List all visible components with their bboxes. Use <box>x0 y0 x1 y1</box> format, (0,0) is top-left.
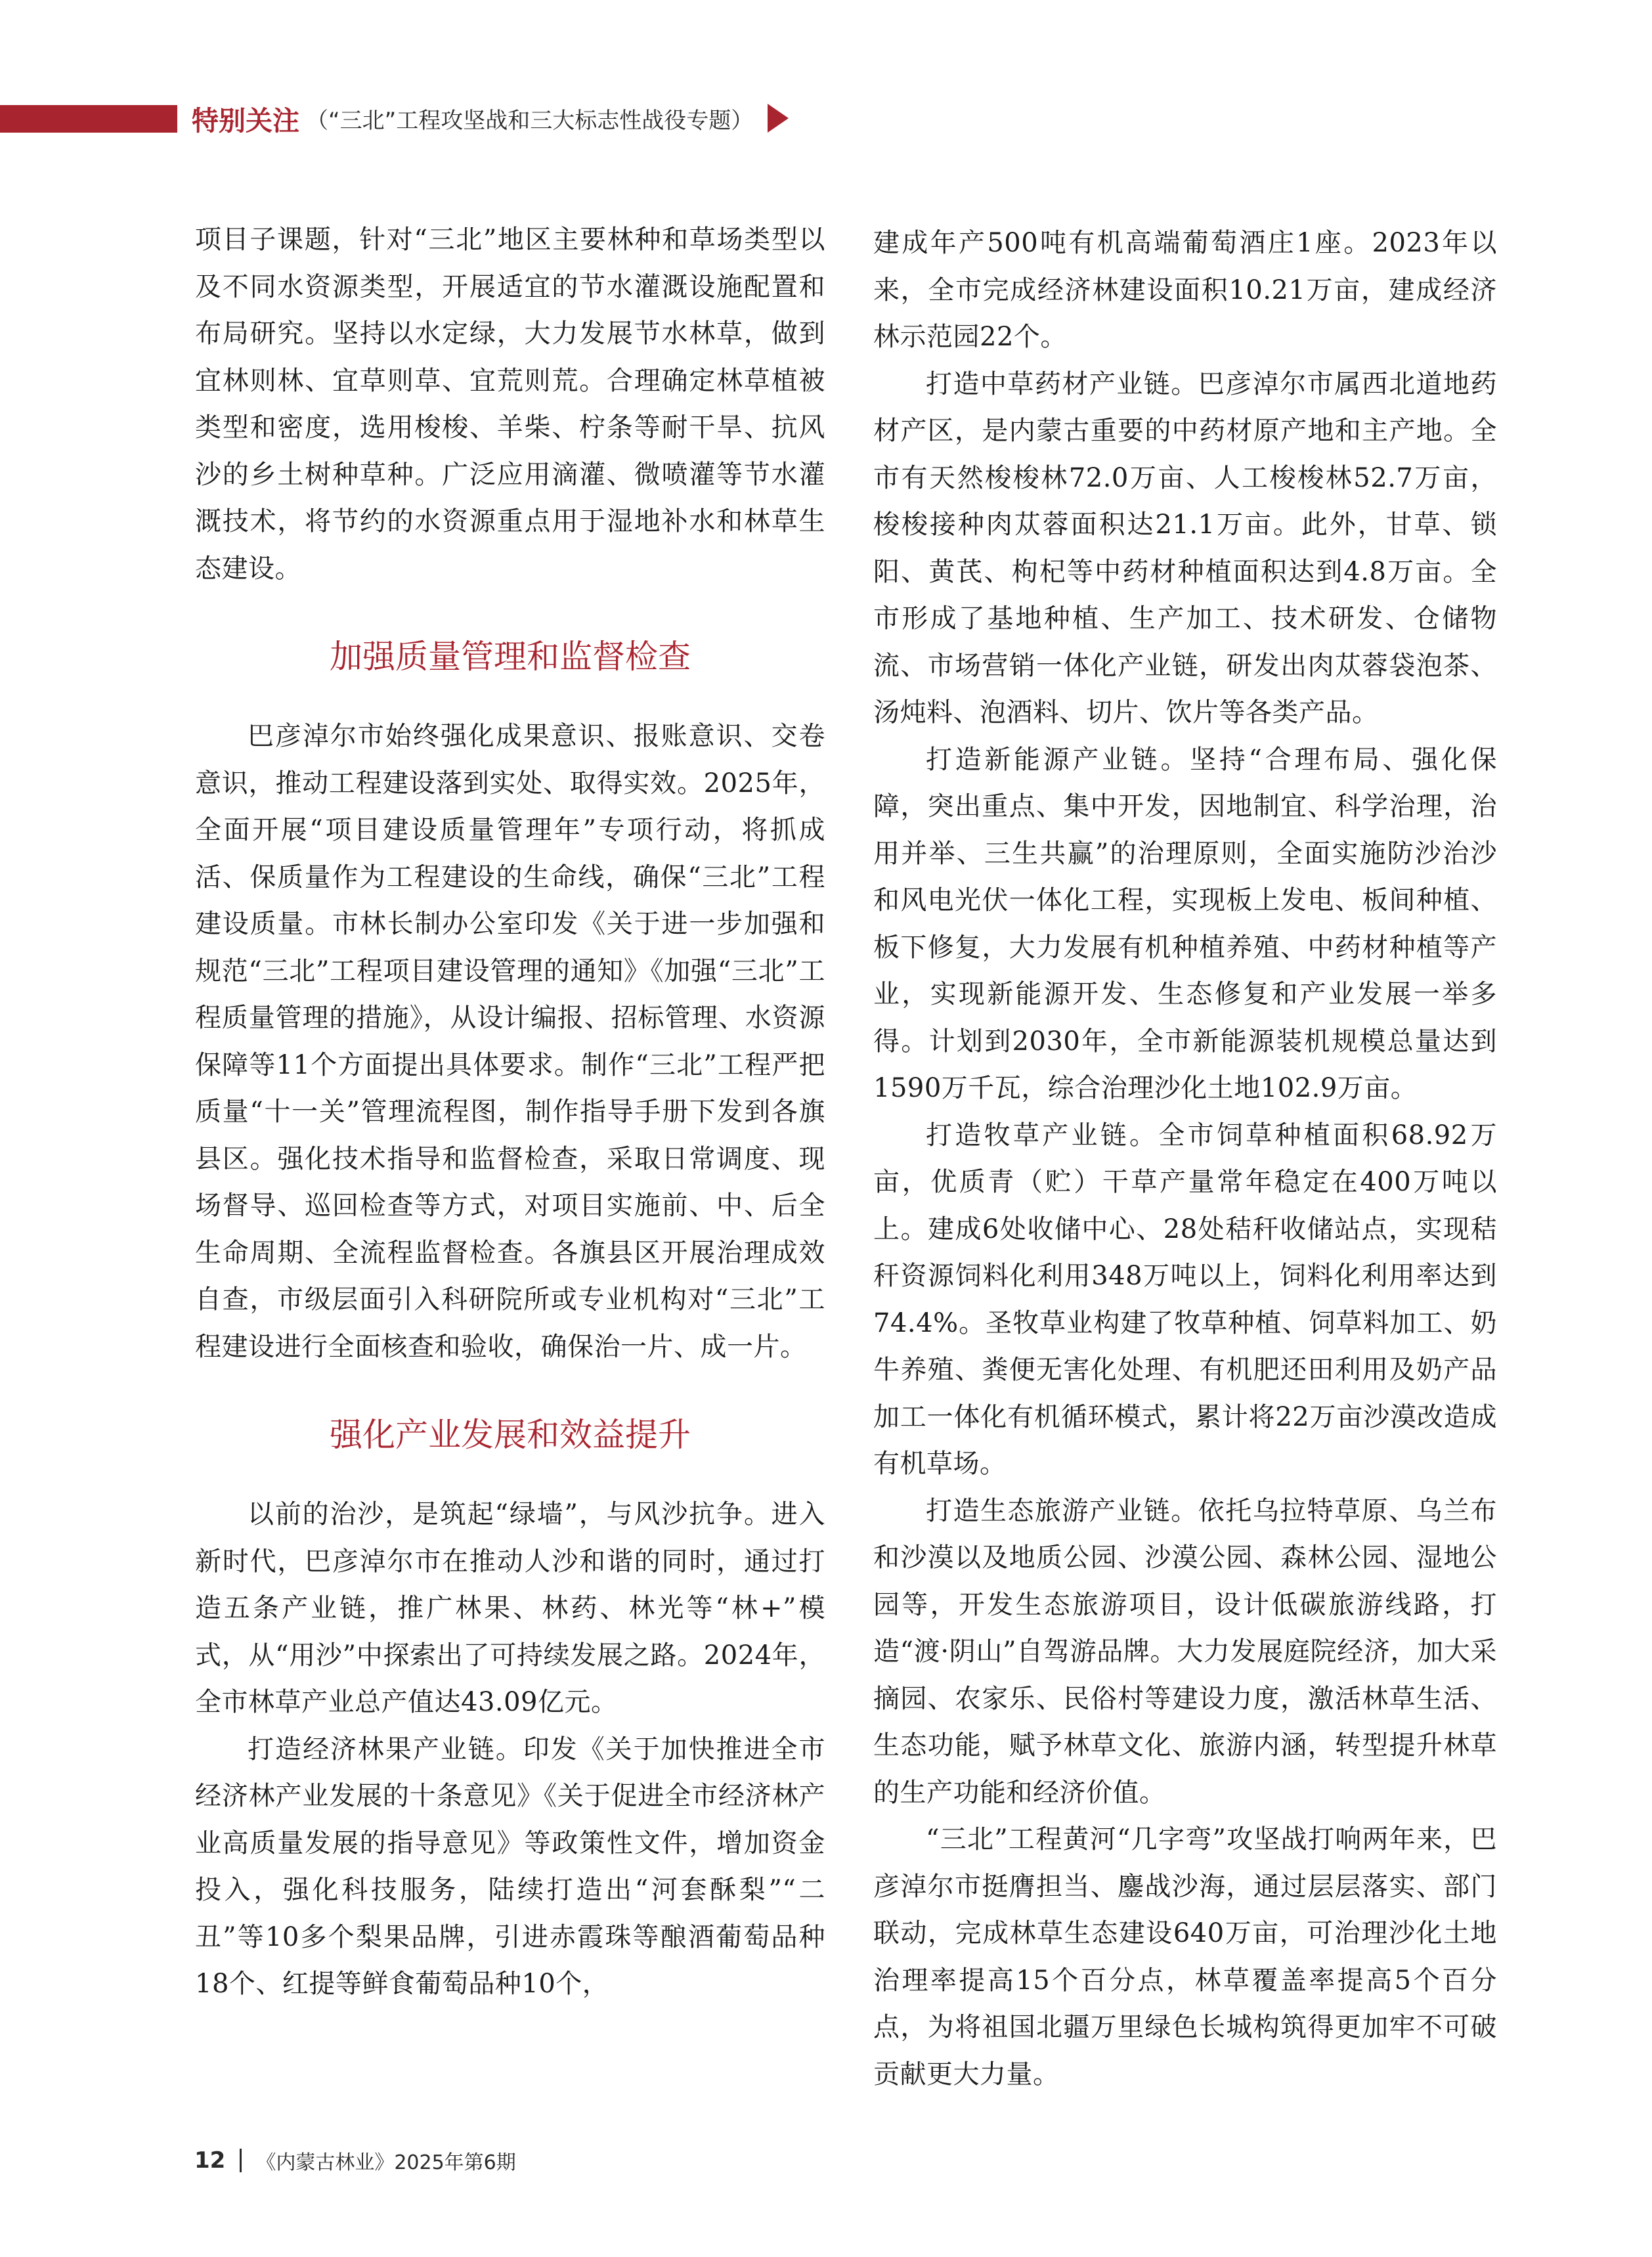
triangle-arrow-icon <box>768 104 789 133</box>
footer-divider <box>240 2149 242 2172</box>
section-label: 特别关注 <box>192 104 299 137</box>
paragraph: 打造经济林果产业链。印发《关于加快推进全市经济林产业发展的十条意见》《关于促进全市经济林产业高质量发展的指导意见》等政策性文件，增加资金投入，强化科技服务，陆续打造出“河套酥梨”“二丑”等10多个梨果品牌，引进赤霞珠等酿酒葡萄品种18个、红提等鲜食葡萄品种10个， <box>195 1734 825 1999</box>
paragraph: “三北”工程黄河“几字弯”攻坚战打响两年来，巴彦淖尔市挺膺担当、鏖战沙海，通过层层落实、部门联动，完成林草生态建设640万亩，可治理沙化土地治理率提高15个百分点，林草覆盖率提高5个百分点，为将祖国北疆万里绿色长城构筑得更加牢不可破贡献更大力量。 <box>873 1824 1497 2090</box>
paragraph: 打造新能源产业链。坚持“合理布局、强化保障，突出重点、集中开发，因地制宜、科学治理，治用并举、三生共赢”的治理原则，全面实施防沙治沙和风电光伏一体化工程，实现板上发电、板间种植、板下修复，大力发展有机种植养殖、中药材种植等产业，实现新能源开发、生态修复和产业发展一举多得。计划到2030年，全市新能源装机规模总量达到1590万千瓦，综合治理沙化土地102.9万亩。 <box>873 744 1497 1103</box>
paragraph: 打造生态旅游产业链。依托乌拉特草原、乌兰布和沙漠以及地质公园、沙漠公园、森林公园、湿地公园等，开发生态旅游项目，设计低碳旅游线路，打造“渡·阴山”自驾游品牌。大力发展庭院经济，加大采摘园、农家乐、民俗村等建设力度，激活林草生活、生态功能，赋予林草文化、旅游内涵，转型提升林草的生产功能和经济价值。 <box>873 1495 1497 1808</box>
paragraph: 建成年产500吨有机高端葡萄酒庄1座。2023年以来，全市完成经济林建设面积10.21万亩，建成经济林示范园22个。 <box>873 228 1497 352</box>
left-column <box>195 217 825 2008</box>
right-column <box>873 220 1497 2098</box>
page-number: 12 <box>194 2147 226 2174</box>
paragraph: 巴彦淖尔市始终强化成果意识、报账意识、交卷意识，推动工程建设落到实处、取得实效。2025年，全面开展“项目建设质量管理年”专项行动，将抓成活、保质量作为工程建设的生命线，确保“三北”工程建设质量。市林长制办公室印发《关于进一步加强和规范“三北”工程项目建设管理的通知》《加强“三北”工程质量管理的措施》，从设计编报、招标管理、水资源保障等11个方面提出具体要求。制作“三北”工程严把质量“十一关”管理流程图，制作指导手册下发到各旗县区。强化技术指导和监督检查，采取日常调度、现场督导、巡回检查等方式，对项目实施前、中、后全生命周期、全流程监督检查。各旗县区开展治理成效自查，市级层面引入科研院所或专业机构对“三北”工程建设进行全面核查和验收，确保治一片、成一片。 <box>195 721 825 1362</box>
page-header <box>192 97 789 139</box>
paragraph: 以前的治沙，是筑起“绿墙”，与风沙抗争。进入新时代，巴彦淖尔市在推动人沙和谐的同时，通过打造五条产业链，推广林果、林药、林光等“林+”模式，从“用沙”中探索出了可持续发展之路。2024年，全市林草产业总产值达43.09亿元。 <box>195 1499 825 1717</box>
header-accent-bar <box>0 105 177 133</box>
topic-label: （“三北”工程攻坚战和三大标志性战役专题） <box>306 107 754 134</box>
paragraph: 打造牧草产业链。全市饲草种植面积68.92万亩，优质青（贮）干草产量常年稳定在400万吨以上。建成6处收储中心、28处秸秆收储站点，实现秸秆资源饲料化利用348万吨以上，饲料化利用率达到74.4%。圣牧草业构建了牧草种植、饲草料加工、奶牛养殖、粪便无害化处理、有机肥还田利用及奶产品加工一体化有机循环模式，累计将22万亩沙漠改造成有机草场。 <box>873 1120 1497 1479</box>
paragraph: 项目子课题，针对“三北”地区主要林种和草场类型以及不同水资源类型，开展适宜的节水灌溉设施配置和布局研究。坚持以水定绿，大力发展节水林草，做到宜林则林、宜草则草、宜荒则荒。合理确定林草植被类型和密度，选用梭梭、羊柴、柠条等耐干旱、抗风沙的乡土树种草种。广泛应用滴灌、微喷灌等节水灌溉技术，将节约的水资源重点用于湿地补水和林草生态建设。 <box>195 225 825 584</box>
journal-name: 《内蒙古林业》2025年第6期 <box>256 2151 516 2174</box>
section-heading: 强化产业发展和效益提升 <box>330 1416 691 1454</box>
page-footer <box>194 2146 516 2175</box>
paragraph: 打造中草药材产业链。巴彦淖尔市属西北道地药材产区，是内蒙古重要的中药材原产地和主产地。全市有天然梭梭林72.0万亩、人工梭梭林52.7万亩，梭梭接种肉苁蓉面积达21.1万亩。此外，甘草、锁阳、黄芪、枸杞等中药材种植面积达到4.8万亩。全市形成了基地种植、生产加工、技术研发、仓储物流、市场营销一体化产业链，研发出肉苁蓉袋泡茶、汤炖料、泡酒料、切片、饮片等各类产品。 <box>873 368 1497 728</box>
section-heading: 加强质量管理和监督检查 <box>330 638 691 676</box>
